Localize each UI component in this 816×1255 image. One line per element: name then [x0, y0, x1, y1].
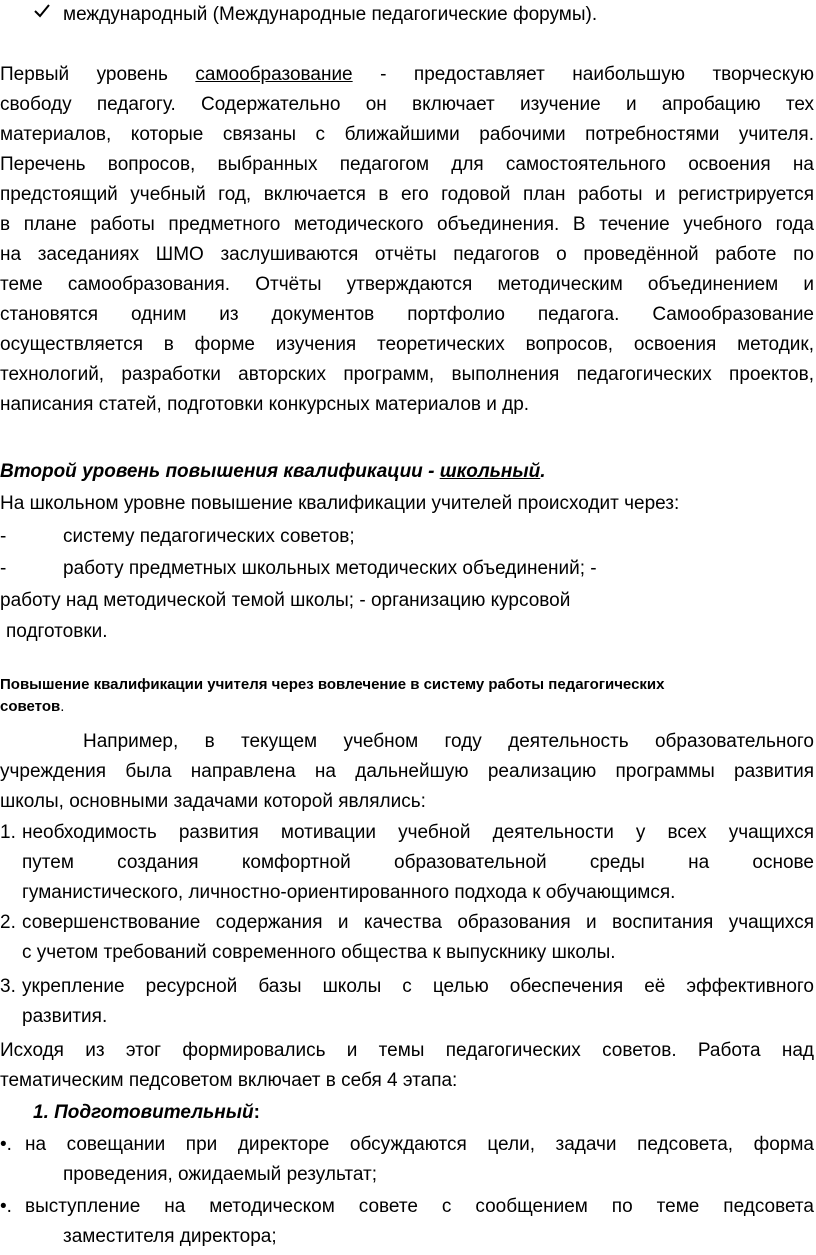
- checklist-item: [0, 0, 816, 30]
- paragraph-line: свободу педагогу. Содержательно он включает изучение и апробацию тех: [0, 94, 814, 115]
- list-continuation: подготовки.: [6, 621, 108, 642]
- paragraph-line: становятся одним из документов портфолио педагога. Самообразование: [0, 304, 814, 325]
- paragraph-line: предстоящий учебный год, включается в его годовой план работы и регистрируется: [0, 184, 814, 205]
- paragraph-line: школы, основными задачами которой являлись:: [0, 791, 426, 812]
- paragraph-line: в плане работы предметного методического объединения. В течение учебного года: [0, 214, 814, 235]
- item-line: развития.: [22, 1006, 108, 1027]
- list-item: [0, 522, 816, 552]
- bullet-item: [0, 1192, 816, 1252]
- section-heading-second-level: Второй уровень повышения квалификации - школьный.: [0, 461, 546, 482]
- list-item-text: работу предметных школьных методических объединений; -: [63, 558, 597, 579]
- bullet-line: заместителя директора;: [63, 1226, 277, 1247]
- item-number: 1.: [0, 822, 16, 843]
- paragraph-line: технологий, разработки авторских программ, выполнения педагогических проектов,: [0, 364, 814, 385]
- list-item-text: систему педагогических советов;: [63, 526, 355, 547]
- self-education-term: самообразование: [195, 64, 353, 85]
- dash-marker: -: [0, 526, 7, 547]
- paragraph-first-level: [0, 60, 814, 420]
- list-continuation: работу над методической темой школы; - организацию курсовой: [0, 590, 571, 611]
- bullet-item: [0, 1130, 816, 1190]
- paragraph-example: [0, 727, 814, 817]
- paragraph-line: написания статей, подготовки конкурсных материалов и др.: [0, 394, 530, 415]
- item-line: укрепление ресурсной базы школы с целью обеспечения её эффективного: [22, 976, 814, 997]
- bullet-marker: •.: [0, 1134, 12, 1155]
- paragraph-line: учреждения была направлена на дальнейшую реализацию программы развития: [0, 761, 814, 782]
- checklist-item-text: международный (Международные педагогические форумы).: [63, 4, 598, 25]
- paragraph-line: Перечень вопросов, выбранных педагогом для самостоятельного освоения на: [0, 154, 814, 175]
- section-heading-councils: Повышение квалификации учителя через вовлечение в систему работы педагогических: [0, 676, 665, 693]
- paragraph-line: тематическим педсоветом включает в себя 4 этапа:: [0, 1070, 458, 1091]
- paragraph-line: Например, в текущем учебном году деятельность образовательного: [83, 731, 814, 752]
- checkmark-icon: [33, 2, 51, 20]
- numbered-item: [0, 908, 816, 968]
- bullet-marker: •.: [0, 1196, 12, 1217]
- section-intro: На школьном уровне повышение квалификации учителей происходит через:: [0, 493, 680, 514]
- bullet-line: на совещании при директоре обсуждаются цели, задачи педсовета, форма: [25, 1134, 814, 1155]
- paragraph-line: теме самообразования. Отчёты утверждаются методическим объединением и: [0, 274, 814, 295]
- item-line: гуманистического, личностно-ориентированного подхода к обучающимся.: [22, 882, 676, 903]
- paragraph-line: материалов, которые связаны с ближайшими рабочими потребностями учителя.: [0, 124, 814, 145]
- school-level-term: школьный: [439, 461, 541, 482]
- item-number: 2.: [0, 912, 16, 933]
- paragraph-line: на заседаниях ШМО заслушиваются отчёты педагогов о проведённой работе по: [0, 244, 814, 265]
- item-number: 3.: [0, 976, 16, 997]
- bullet-line: выступление на методическом совете с сообщением по теме педсовета: [25, 1196, 814, 1217]
- numbered-item: [0, 818, 816, 908]
- item-line: совершенствование содержания и качества образования и воспитания учащихся: [22, 912, 814, 933]
- paragraph-line: Первый уровень самообразование - предоставляет наибольшую творческую: [0, 64, 814, 85]
- item-line: с учетом требований современного общества к выпускнику школы.: [22, 942, 616, 963]
- paragraph-line: осуществляется в форме изучения теоретических вопросов, освоения методик,: [0, 334, 814, 355]
- bullet-line: проведения, ожидаемый результат;: [63, 1164, 377, 1185]
- list-item: [0, 554, 816, 584]
- stage-title: 1. Подготовительный:: [33, 1102, 260, 1123]
- paragraph-stages: [0, 1036, 814, 1096]
- numbered-item: [0, 972, 816, 1032]
- section-heading-councils-cont: советов.: [0, 698, 65, 715]
- item-line: путем создания комфортной образовательной среды на основе: [22, 852, 814, 873]
- paragraph-line: Исходя из этог формировались и темы педагогических советов. Работа над: [0, 1040, 814, 1061]
- item-line: необходимость развития мотивации учебной деятельности у всех учащихся: [22, 822, 814, 843]
- dash-marker: -: [0, 558, 7, 579]
